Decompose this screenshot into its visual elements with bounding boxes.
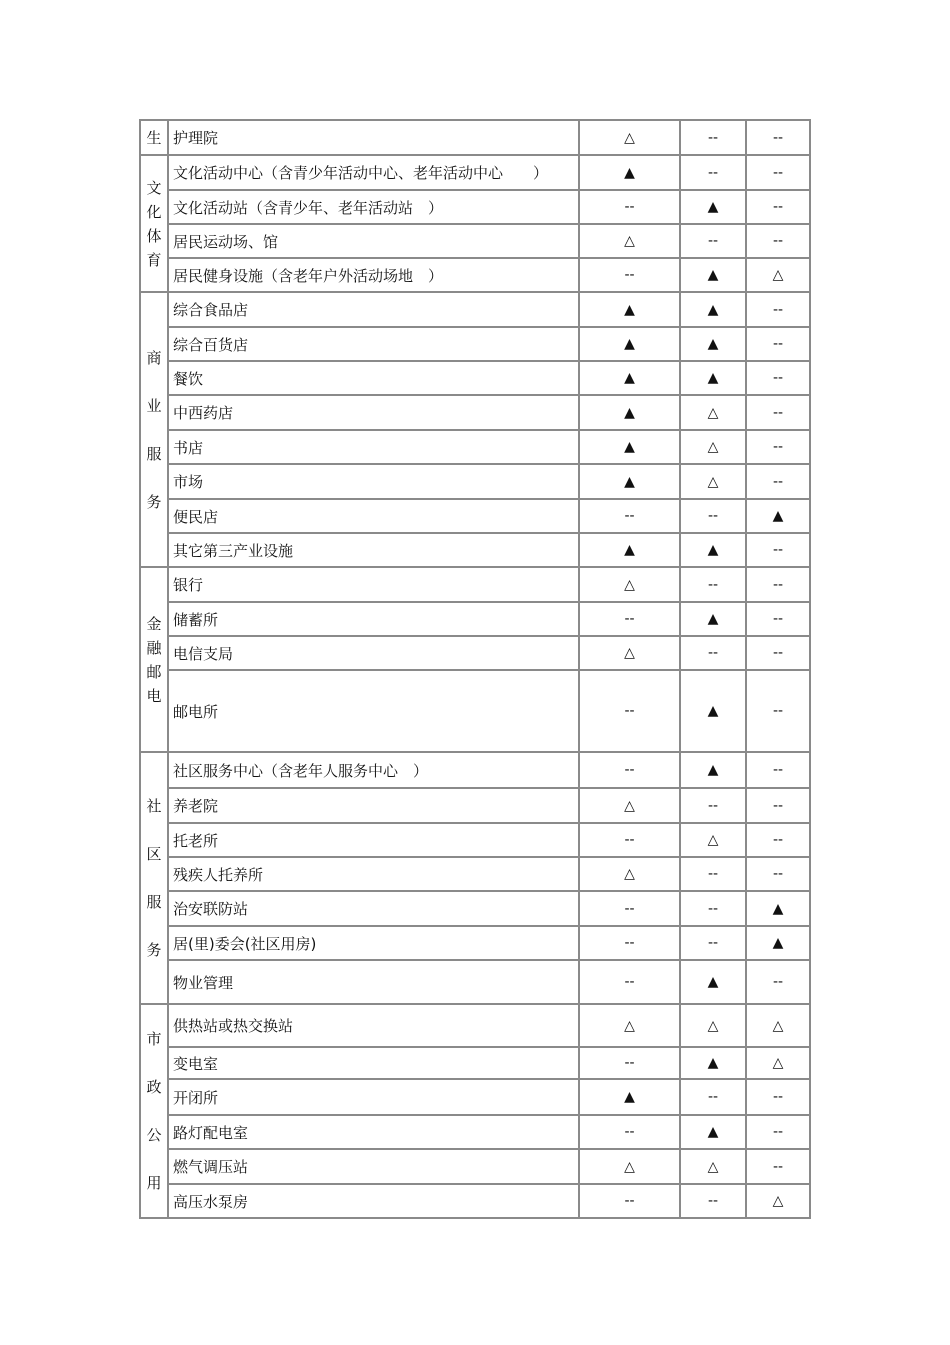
level-mark-3: -- <box>746 155 810 190</box>
category-char: 务 <box>146 941 162 959</box>
level-mark-3: -- <box>746 602 810 636</box>
level-mark-3: -- <box>746 567 810 602</box>
level-mark-3: -- <box>746 327 810 361</box>
category-char: 邮 <box>146 662 162 681</box>
level-mark-3: -- <box>746 224 810 258</box>
level-mark-1: ▲ <box>579 292 680 327</box>
level-mark-3: △ <box>746 1004 810 1047</box>
facility-name: 治安联防站 <box>168 891 579 926</box>
level-mark-2: -- <box>680 926 746 960</box>
category-char: 金 <box>146 614 162 633</box>
table-row <box>140 1184 810 1218</box>
level-mark-2: △ <box>680 823 746 857</box>
facility-name: 居民健身设施（含老年户外活动场地 ） <box>168 258 579 292</box>
table-row <box>140 258 810 292</box>
category-char: 文 <box>146 178 162 197</box>
category-char: 用 <box>146 1174 162 1192</box>
level-mark-1: △ <box>579 857 680 891</box>
level-mark-3: △ <box>746 1184 810 1218</box>
facility-name: 供热站或热交换站 <box>168 1004 579 1047</box>
table-row <box>140 636 810 670</box>
level-mark-2: ▲ <box>680 602 746 636</box>
level-mark-1: △ <box>579 1149 680 1184</box>
level-mark-1: -- <box>579 258 680 292</box>
level-mark-1: -- <box>579 602 680 636</box>
category-char: 市 <box>146 1030 162 1048</box>
category-char: 区 <box>146 845 162 863</box>
category-char: 政 <box>146 1078 162 1096</box>
level-mark-3: -- <box>746 361 810 395</box>
category-cell <box>140 752 168 1004</box>
level-mark-2: △ <box>680 1149 746 1184</box>
table-row <box>140 602 810 636</box>
level-mark-2: -- <box>680 120 746 155</box>
level-mark-3: △ <box>746 1047 810 1079</box>
level-mark-1: ▲ <box>579 464 680 499</box>
category-char: 服 <box>146 893 162 911</box>
table-row <box>140 670 810 752</box>
level-mark-1: -- <box>579 823 680 857</box>
level-mark-3: -- <box>746 788 810 823</box>
level-mark-1: △ <box>579 120 680 155</box>
table-row <box>140 1047 810 1079</box>
category-char: 务 <box>146 492 162 511</box>
facility-name: 书店 <box>168 430 579 464</box>
level-mark-3: -- <box>746 430 810 464</box>
level-mark-3: -- <box>746 533 810 567</box>
level-mark-2: ▲ <box>680 1115 746 1149</box>
table-row <box>140 891 810 926</box>
table-row <box>140 1149 810 1184</box>
level-mark-1: △ <box>579 224 680 258</box>
facility-name: 银行 <box>168 567 579 602</box>
facility-name: 便民店 <box>168 499 579 533</box>
facility-name: 邮电所 <box>168 670 579 752</box>
table-row <box>140 361 810 395</box>
level-mark-3: -- <box>746 292 810 327</box>
category-cell <box>140 155 168 292</box>
level-mark-2: ▲ <box>680 1047 746 1079</box>
level-mark-1: ▲ <box>579 1079 680 1115</box>
facility-name: 养老院 <box>168 788 579 823</box>
level-mark-1: -- <box>579 499 680 533</box>
level-mark-2: △ <box>680 395 746 430</box>
facility-name: 变电室 <box>168 1047 579 1079</box>
facility-name: 市场 <box>168 464 579 499</box>
table-row <box>140 395 810 430</box>
level-mark-2: ▲ <box>680 361 746 395</box>
table-row <box>140 1115 810 1149</box>
category-char: 体 <box>146 226 162 245</box>
level-mark-2: -- <box>680 788 746 823</box>
category-char: 融 <box>146 638 162 657</box>
level-mark-2: ▲ <box>680 752 746 788</box>
table-row <box>140 1004 810 1047</box>
level-mark-1: △ <box>579 788 680 823</box>
level-mark-3: ▲ <box>746 499 810 533</box>
table-row <box>140 190 810 224</box>
level-mark-1: -- <box>579 752 680 788</box>
level-mark-3: -- <box>746 1079 810 1115</box>
category-char: 化 <box>146 202 162 221</box>
facility-name: 中西药店 <box>168 395 579 430</box>
facility-name: 社区服务中心（含老年人服务中心 ） <box>168 752 579 788</box>
level-mark-1: △ <box>579 567 680 602</box>
level-mark-1: ▲ <box>579 155 680 190</box>
level-mark-1: -- <box>579 926 680 960</box>
level-mark-2: -- <box>680 499 746 533</box>
category-cell <box>140 292 168 567</box>
level-mark-2: ▲ <box>680 533 746 567</box>
level-mark-3: -- <box>746 1115 810 1149</box>
level-mark-1: -- <box>579 190 680 224</box>
level-mark-1: △ <box>579 636 680 670</box>
facility-name: 开闭所 <box>168 1079 579 1115</box>
table-row <box>140 823 810 857</box>
level-mark-1: -- <box>579 891 680 926</box>
table-row <box>140 752 810 788</box>
level-mark-3: -- <box>746 670 810 752</box>
level-mark-2: -- <box>680 1079 746 1115</box>
level-mark-1: -- <box>579 1115 680 1149</box>
facility-name: 储蓄所 <box>168 602 579 636</box>
facility-table <box>139 119 811 1219</box>
level-mark-3: -- <box>746 823 810 857</box>
category-char: 公 <box>146 1126 162 1144</box>
table-row <box>140 224 810 258</box>
table-row <box>140 788 810 823</box>
facility-table-body <box>140 120 810 1218</box>
facility-name: 高压水泵房 <box>168 1184 579 1218</box>
level-mark-3: -- <box>746 857 810 891</box>
level-mark-2: ▲ <box>680 190 746 224</box>
level-mark-3: -- <box>746 960 810 1004</box>
facility-name: 文化活动中心（含青少年活动中心、老年活动中心 ） <box>168 155 579 190</box>
level-mark-2: -- <box>680 567 746 602</box>
level-mark-1: -- <box>579 1184 680 1218</box>
level-mark-2: ▲ <box>680 292 746 327</box>
level-mark-2: ▲ <box>680 670 746 752</box>
table-row <box>140 1079 810 1115</box>
facility-name: 护理院 <box>168 120 579 155</box>
category-char: 服 <box>146 444 162 463</box>
level-mark-3: -- <box>746 752 810 788</box>
level-mark-3: -- <box>746 1149 810 1184</box>
level-mark-3: -- <box>746 464 810 499</box>
category-char: 商 <box>146 348 162 367</box>
table-row <box>140 857 810 891</box>
facility-name: 燃气调压站 <box>168 1149 579 1184</box>
level-mark-1: △ <box>579 1004 680 1047</box>
facility-name: 居民运动场、馆 <box>168 224 579 258</box>
category-cell <box>140 567 168 752</box>
facility-name: 文化活动站（含青少年、老年活动站 ） <box>168 190 579 224</box>
level-mark-2: -- <box>680 1184 746 1218</box>
level-mark-2: △ <box>680 430 746 464</box>
facility-name: 其它第三产业设施 <box>168 533 579 567</box>
level-mark-1: -- <box>579 960 680 1004</box>
facility-name: 托老所 <box>168 823 579 857</box>
level-mark-1: -- <box>579 670 680 752</box>
level-mark-1: ▲ <box>579 395 680 430</box>
level-mark-2: -- <box>680 891 746 926</box>
level-mark-2: △ <box>680 1004 746 1047</box>
table-row <box>140 120 810 155</box>
level-mark-3: -- <box>746 120 810 155</box>
table-row <box>140 292 810 327</box>
level-mark-2: -- <box>680 636 746 670</box>
facility-name: 电信支局 <box>168 636 579 670</box>
category-char: 育 <box>146 250 162 269</box>
table-row <box>140 533 810 567</box>
table-row <box>140 464 810 499</box>
facility-name: 综合食品店 <box>168 292 579 327</box>
table-row <box>140 430 810 464</box>
level-mark-3: -- <box>746 636 810 670</box>
category-cell <box>140 120 168 155</box>
level-mark-2: △ <box>680 464 746 499</box>
table-row <box>140 499 810 533</box>
level-mark-2: -- <box>680 155 746 190</box>
table-row <box>140 960 810 1004</box>
level-mark-3: △ <box>746 258 810 292</box>
level-mark-2: -- <box>680 857 746 891</box>
level-mark-1: ▲ <box>579 430 680 464</box>
table-row <box>140 926 810 960</box>
table-row <box>140 155 810 190</box>
category-char: 社 <box>146 797 162 815</box>
level-mark-1: ▲ <box>579 361 680 395</box>
facility-name: 残疾人托养所 <box>168 857 579 891</box>
level-mark-1: ▲ <box>579 327 680 361</box>
level-mark-2: -- <box>680 224 746 258</box>
facility-name: 居(里)委会(社区用房) <box>168 926 579 960</box>
category-cell <box>140 1004 168 1218</box>
table-row <box>140 567 810 602</box>
level-mark-2: ▲ <box>680 258 746 292</box>
facility-name: 综合百货店 <box>168 327 579 361</box>
facility-name: 路灯配电室 <box>168 1115 579 1149</box>
level-mark-1: ▲ <box>579 533 680 567</box>
level-mark-2: ▲ <box>680 960 746 1004</box>
level-mark-3: -- <box>746 190 810 224</box>
level-mark-1: -- <box>579 1047 680 1079</box>
level-mark-3: ▲ <box>746 891 810 926</box>
facility-name: 物业管理 <box>168 960 579 1004</box>
level-mark-3: ▲ <box>746 926 810 960</box>
facility-name: 餐饮 <box>168 361 579 395</box>
level-mark-3: -- <box>746 395 810 430</box>
category-char: 生 <box>146 128 162 147</box>
category-char: 业 <box>146 396 162 415</box>
level-mark-2: ▲ <box>680 327 746 361</box>
table-row <box>140 327 810 361</box>
category-char: 电 <box>146 686 162 705</box>
